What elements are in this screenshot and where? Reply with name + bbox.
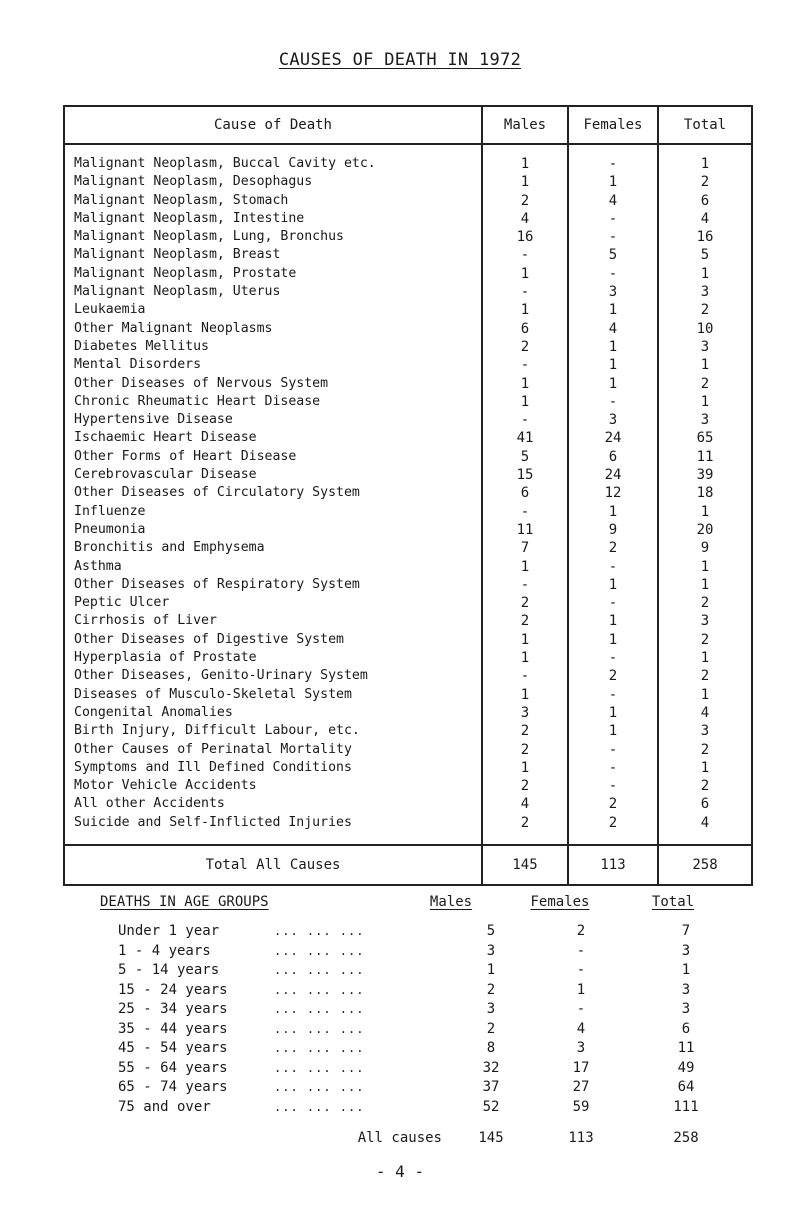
females-cell: 4 (568, 320, 658, 338)
cause-cell: Other Malignant Neoplasms (64, 320, 482, 338)
age-group-label: 35 - 44 years (118, 1020, 228, 1037)
females-cell: 1 (568, 173, 658, 191)
males-cell: 1 (482, 759, 568, 777)
table-row (64, 722, 752, 740)
cause-cell: Other Forms of Heart Disease (64, 448, 482, 466)
males-cell: 41 (482, 429, 568, 447)
age-total-cell: 7 (681, 923, 691, 939)
table-row (64, 393, 752, 411)
cause-cell: Malignant Neoplasm, Intestine (64, 210, 482, 228)
age-total-cell: 3 (681, 942, 691, 959)
males-cell: - (482, 356, 568, 374)
leader-dots: ... ... ... (274, 1099, 365, 1114)
table-row (64, 649, 752, 667)
table-row (64, 612, 752, 630)
total-cell: 3 (658, 722, 752, 740)
header-males: Males (482, 106, 568, 144)
table-row (64, 210, 752, 228)
females-cell: 6 (568, 448, 658, 466)
table-row (64, 539, 752, 557)
table-row (64, 144, 752, 173)
table-row (64, 375, 752, 393)
table-row (64, 466, 752, 484)
females-cell: 1 (568, 301, 658, 319)
cause-cell: Other Diseases of Respiratory System (64, 576, 482, 594)
cause-cell: Peptic Ulcer (64, 594, 482, 612)
females-cell: - (568, 144, 658, 173)
table-row (64, 795, 752, 813)
males-cell: 2 (482, 594, 568, 612)
males-cell: 2 (482, 612, 568, 630)
age-total-cell: 64 (677, 1079, 695, 1095)
total-cell: 1 (658, 356, 752, 374)
age-group-row (118, 1098, 738, 1118)
age-groups-table (118, 922, 738, 1149)
males-cell: - (482, 283, 568, 301)
age-total-cell: 3 (681, 981, 691, 998)
females-cell: 4 (568, 192, 658, 210)
table-row (64, 686, 752, 704)
table-row (64, 283, 752, 301)
page-title: CAUSES OF DEATH IN 1972 (278, 50, 522, 70)
total-cell: 2 (658, 777, 752, 795)
males-cell: 4 (482, 795, 568, 813)
total-cell: 39 (658, 466, 752, 484)
total-cell: 3 (658, 283, 752, 301)
age-group-row (118, 1078, 738, 1098)
cause-cell: Birth Injury, Difficult Labour, etc. (64, 722, 482, 740)
females-cell: 1 (568, 576, 658, 594)
table-row (64, 631, 752, 649)
females-cell: 12 (568, 484, 658, 502)
total-cell: 65 (658, 429, 752, 447)
age-females-cell: 2 (576, 923, 586, 939)
cause-cell: Symptoms and Ill Defined Conditions (64, 759, 482, 777)
cause-cell: Diseases of Musculo-Skeletal System (64, 686, 482, 704)
age-males-cell: 37 (482, 1079, 500, 1095)
all-causes-total: 258 (673, 1130, 699, 1146)
males-cell: 7 (482, 539, 568, 557)
males-cell: 11 (482, 521, 568, 539)
males-cell: 1 (482, 686, 568, 704)
cause-cell: Leukaemia (64, 301, 482, 319)
table-row (64, 356, 752, 374)
total-cell: 11 (658, 448, 752, 466)
cause-cell: Pneumonia (64, 521, 482, 539)
females-cell: 1 (568, 338, 658, 356)
females-cell: 2 (568, 667, 658, 685)
age-total-cell: 111 (673, 1098, 699, 1115)
males-cell: 1 (482, 375, 568, 393)
females-cell: 1 (568, 704, 658, 722)
females-cell: 1 (568, 356, 658, 374)
males-cell: 15 (482, 466, 568, 484)
cause-cell: Mental Disorders (64, 356, 482, 374)
females-cell: - (568, 393, 658, 411)
age-group-label: 5 - 14 years (118, 962, 220, 978)
table-row (64, 814, 752, 845)
total-cell: 1 (658, 503, 752, 521)
females-cell: 24 (568, 429, 658, 447)
total-cell: 4 (658, 814, 752, 845)
age-group-row (118, 942, 738, 962)
age-group-row (118, 1020, 738, 1040)
total-cell: 1 (658, 265, 752, 283)
total-cell: 1 (658, 576, 752, 594)
females-cell: 3 (568, 411, 658, 429)
age-males-cell: 2 (486, 981, 496, 998)
age-group-label: 75 and over (118, 1098, 211, 1115)
cause-cell: Malignant Neoplasm, Stomach (64, 192, 482, 210)
females-cell: - (568, 558, 658, 576)
header-cause: Cause of Death (64, 106, 482, 144)
table-row (64, 576, 752, 594)
females-cell: - (568, 265, 658, 283)
age-males-cell: 8 (486, 1040, 496, 1056)
age-header-males: Males (429, 894, 473, 910)
table-row (64, 320, 752, 338)
males-cell: 1 (482, 631, 568, 649)
header-total: Total (658, 106, 752, 144)
males-cell: - (482, 667, 568, 685)
all-causes-label: All causes (357, 1130, 442, 1146)
table-row (64, 301, 752, 319)
females-cell: 1 (568, 503, 658, 521)
leader-dots: ... ... ... (274, 1002, 365, 1016)
age-total-cell: 49 (677, 1059, 695, 1076)
females-cell: 9 (568, 521, 658, 539)
leader-dots: ... ... ... (274, 1021, 365, 1036)
total-cell: 6 (658, 192, 752, 210)
total-cell: 9 (658, 539, 752, 557)
leader-dots: ... ... ... (274, 982, 365, 997)
age-females-cell: - (576, 1001, 586, 1017)
females-cell: 2 (568, 814, 658, 845)
females-cell: 24 (568, 466, 658, 484)
table-row (64, 338, 752, 356)
total-males: 145 (482, 845, 568, 885)
age-total-cell: 6 (681, 1020, 691, 1037)
causes-of-death-table (63, 105, 753, 886)
age-group-label: 15 - 24 years (118, 981, 228, 998)
age-group-row (118, 922, 738, 942)
females-cell: 1 (568, 375, 658, 393)
total-label: Total All Causes (64, 845, 482, 885)
total-cell: 1 (658, 686, 752, 704)
cause-cell: Bronchitis and Emphysema (64, 539, 482, 557)
table-row (64, 192, 752, 210)
all-causes-males: 145 (478, 1130, 504, 1146)
leader-dots: ... ... ... (274, 963, 365, 977)
cause-cell: Chronic Rheumatic Heart Disease (64, 393, 482, 411)
age-total-cell: 1 (681, 962, 691, 978)
age-total-cell: 3 (681, 1001, 691, 1017)
age-males-cell: 1 (486, 962, 496, 978)
table-row (64, 704, 752, 722)
age-group-label: 65 - 74 years (118, 1079, 228, 1095)
total-cell: 2 (658, 631, 752, 649)
cause-cell: Ischaemic Heart Disease (64, 429, 482, 447)
cause-cell: Malignant Neoplasm, Lung, Bronchus (64, 228, 482, 246)
leader-dots: ... ... ... (274, 1080, 365, 1094)
leader-dots: ... ... ... (274, 943, 365, 958)
males-cell: 6 (482, 484, 568, 502)
table-header-row (64, 106, 752, 144)
total-cell: 4 (658, 704, 752, 722)
cause-cell: Diabetes Mellitus (64, 338, 482, 356)
total-cell: 3 (658, 411, 752, 429)
cause-cell: Suicide and Self-Inflicted Injuries (64, 814, 482, 845)
cause-cell: Other Causes of Perinatal Mortality (64, 741, 482, 759)
age-females-cell: 27 (572, 1079, 590, 1095)
females-cell: 1 (568, 722, 658, 740)
age-females-cell: 17 (572, 1059, 590, 1076)
cause-cell: Malignant Neoplasm, Prostate (64, 265, 482, 283)
table-row (64, 503, 752, 521)
males-cell: 2 (482, 192, 568, 210)
males-cell: 4 (482, 210, 568, 228)
females-cell: 5 (568, 246, 658, 264)
females-cell: 1 (568, 631, 658, 649)
total-cell: 6 (658, 795, 752, 813)
males-cell: 5 (482, 448, 568, 466)
females-cell: - (568, 777, 658, 795)
males-cell: 1 (482, 558, 568, 576)
males-cell: - (482, 503, 568, 521)
cause-cell: Other Diseases of Nervous System (64, 375, 482, 393)
total-cell: 1 (658, 558, 752, 576)
total-total: 258 (658, 845, 752, 885)
age-females-cell: 4 (576, 1020, 586, 1037)
table-row (64, 741, 752, 759)
age-females-cell: 1 (576, 981, 586, 998)
males-cell: 3 (482, 704, 568, 722)
table-row (64, 558, 752, 576)
total-cell: 5 (658, 246, 752, 264)
females-cell: - (568, 210, 658, 228)
males-cell: 1 (482, 265, 568, 283)
females-cell: - (568, 594, 658, 612)
males-cell: - (482, 576, 568, 594)
table-row (64, 173, 752, 191)
age-group-row (118, 961, 738, 981)
males-cell: 2 (482, 741, 568, 759)
age-total-cell: 11 (677, 1040, 695, 1056)
cause-cell: Other Diseases of Circulatory System (64, 484, 482, 502)
cause-cell: Other Diseases, Genito-Urinary System (64, 667, 482, 685)
total-cell: 1 (658, 649, 752, 667)
table-row (64, 777, 752, 795)
total-cell: 18 (658, 484, 752, 502)
males-cell: 1 (482, 649, 568, 667)
cause-cell: Hypertensive Disease (64, 411, 482, 429)
cause-cell: Cirrhosis of Liver (64, 612, 482, 630)
total-cell: 3 (658, 612, 752, 630)
table-row (64, 246, 752, 264)
cause-cell: Other Diseases of Digestive System (64, 631, 482, 649)
age-group-row (118, 1000, 738, 1020)
females-cell: - (568, 759, 658, 777)
total-cell: 2 (658, 741, 752, 759)
leader-dots: ... ... ... (274, 1060, 365, 1075)
age-group-label: 45 - 54 years (118, 1040, 228, 1056)
header-females: Females (568, 106, 658, 144)
table-row (64, 411, 752, 429)
age-group-label: Under 1 year (118, 923, 220, 939)
females-cell: 1 (568, 612, 658, 630)
total-cell: 1 (658, 759, 752, 777)
leader-dots: ... ... ... (274, 1041, 365, 1055)
age-males-cell: 52 (482, 1098, 500, 1115)
age-males-cell: 32 (482, 1059, 500, 1076)
cause-cell: Malignant Neoplasm, Desophagus (64, 173, 482, 191)
table-row (64, 228, 752, 246)
males-cell: 2 (482, 814, 568, 845)
total-cell: 20 (658, 521, 752, 539)
cause-cell: Malignant Neoplasm, Breast (64, 246, 482, 264)
males-cell: - (482, 411, 568, 429)
age-females-cell: 59 (572, 1098, 590, 1115)
age-header-total: Total (651, 894, 695, 910)
total-cell: 16 (658, 228, 752, 246)
age-males-cell: 3 (486, 942, 496, 959)
age-males-cell: 5 (486, 923, 496, 939)
cause-cell: All other Accidents (64, 795, 482, 813)
females-cell: - (568, 649, 658, 667)
age-group-label: 1 - 4 years (118, 942, 211, 959)
table-row (64, 667, 752, 685)
table-row (64, 448, 752, 466)
all-causes-females: 113 (568, 1130, 594, 1146)
total-cell: 10 (658, 320, 752, 338)
table-row (64, 265, 752, 283)
cause-cell: Motor Vehicle Accidents (64, 777, 482, 795)
males-cell: 16 (482, 228, 568, 246)
males-cell: 1 (482, 301, 568, 319)
males-cell: 2 (482, 777, 568, 795)
females-cell: - (568, 686, 658, 704)
total-cell: 2 (658, 173, 752, 191)
males-cell: 1 (482, 173, 568, 191)
age-males-cell: 3 (486, 1001, 496, 1017)
age-group-row (118, 981, 738, 1001)
age-all-causes-row (118, 1117, 738, 1149)
age-group-label: 25 - 34 years (118, 1001, 228, 1017)
total-females: 113 (568, 845, 658, 885)
age-header-females: Females (530, 894, 590, 910)
age-females-cell: 3 (576, 1040, 586, 1056)
males-cell: 6 (482, 320, 568, 338)
females-cell: 2 (568, 539, 658, 557)
age-group-row (118, 1039, 738, 1059)
males-cell: 2 (482, 338, 568, 356)
total-cell: 2 (658, 375, 752, 393)
age-groups-heading: DEATHS IN AGE GROUPS (100, 894, 269, 910)
age-group-row (118, 1059, 738, 1079)
table-row (64, 521, 752, 539)
table-row (64, 429, 752, 447)
table-row (64, 759, 752, 777)
males-cell: 2 (482, 722, 568, 740)
males-cell: 1 (482, 393, 568, 411)
cause-cell: Hyperplasia of Prostate (64, 649, 482, 667)
age-females-cell: - (576, 962, 586, 978)
age-females-cell: - (576, 942, 586, 959)
leader-dots: ... ... ... (274, 924, 365, 938)
table-row (64, 484, 752, 502)
total-cell: 2 (658, 594, 752, 612)
males-cell: - (482, 246, 568, 264)
cause-cell: Congenital Anomalies (64, 704, 482, 722)
total-cell: 1 (658, 393, 752, 411)
females-cell: 2 (568, 795, 658, 813)
females-cell: - (568, 741, 658, 759)
cause-cell: Cerebrovascular Disease (64, 466, 482, 484)
females-cell: 3 (568, 283, 658, 301)
total-row (64, 845, 752, 885)
cause-cell: Influenze (64, 503, 482, 521)
total-cell: 4 (658, 210, 752, 228)
table-row (64, 594, 752, 612)
page-number: - 4 - (375, 1162, 425, 1181)
age-group-label: 55 - 64 years (118, 1059, 228, 1076)
cause-cell: Malignant Neoplasm, Uterus (64, 283, 482, 301)
cause-cell: Asthma (64, 558, 482, 576)
females-cell: - (568, 228, 658, 246)
age-males-cell: 2 (486, 1020, 496, 1037)
cause-cell: Malignant Neoplasm, Buccal Cavity etc. (64, 144, 482, 173)
males-cell: 1 (482, 144, 568, 173)
total-cell: 3 (658, 338, 752, 356)
total-cell: 2 (658, 667, 752, 685)
total-cell: 2 (658, 301, 752, 319)
total-cell: 1 (658, 144, 752, 173)
